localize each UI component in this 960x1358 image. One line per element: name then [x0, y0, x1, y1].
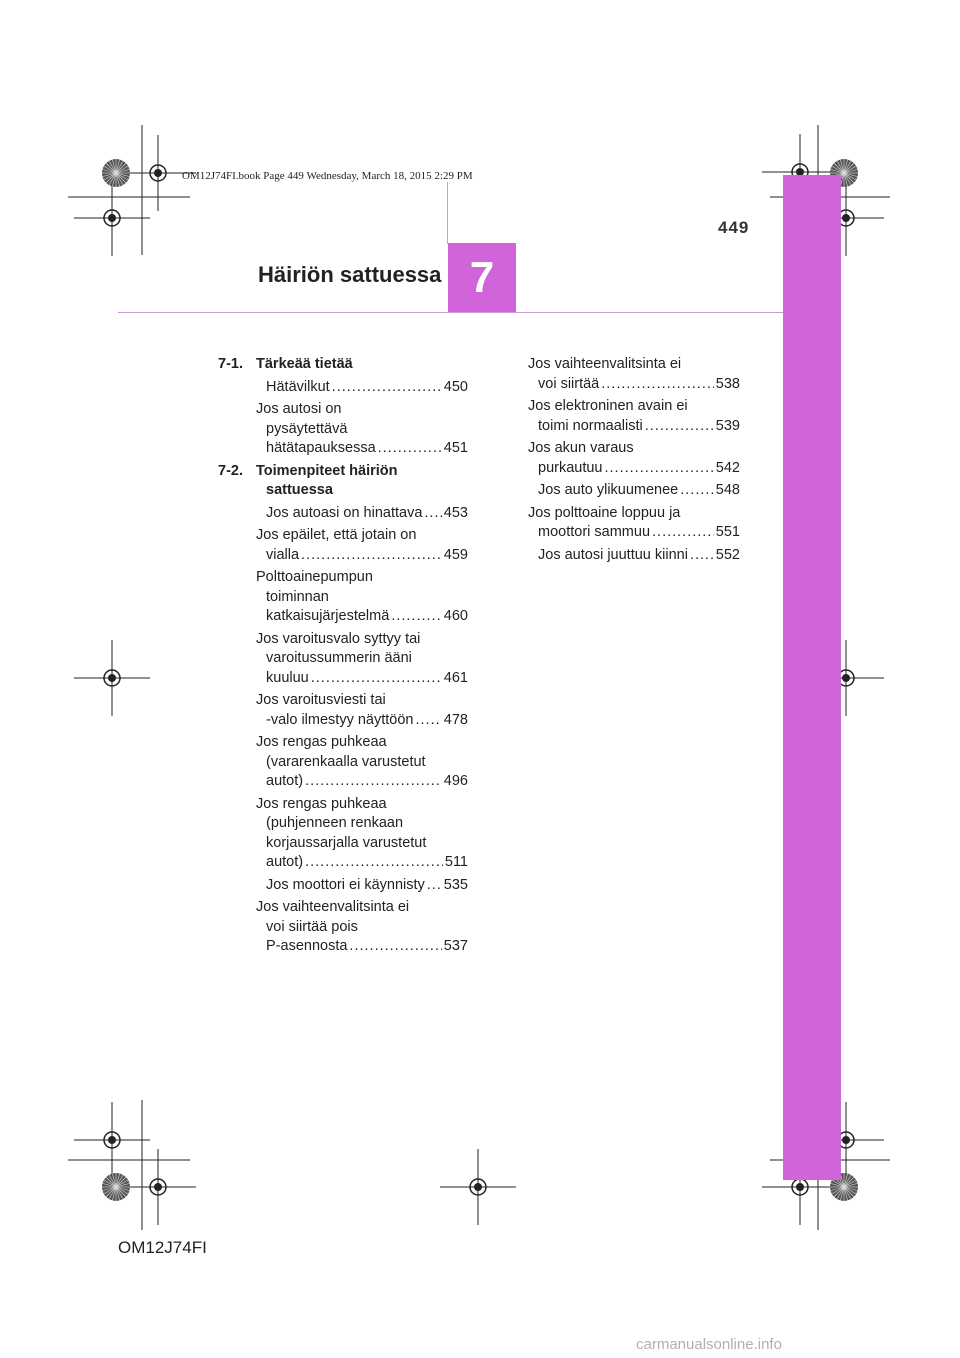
dot-leader	[690, 546, 714, 566]
chapter-side-band	[783, 175, 841, 1180]
toc-entry-line: (puhjenneen renkaan	[266, 815, 404, 831]
toc-entry-line: pysäytettävä	[266, 420, 348, 437]
toc-page-number: 542	[715, 459, 740, 476]
watermark: carmanualsonline.info	[636, 1336, 782, 1353]
toc-entry-line: voi siirtää pois	[266, 918, 358, 935]
toc-section-heading[interactable]	[218, 355, 468, 375]
toc-page-number: 450	[443, 378, 468, 395]
toc-entry-leader-line	[538, 481, 740, 501]
toc-entry[interactable]	[256, 526, 468, 565]
print-info: OM12J74FI.book Page 449 Wednesday, March 18, 2015 2:29 PM	[182, 170, 473, 182]
toc-entry-line: Jos rengas puhkeaa	[256, 734, 387, 750]
toc-page-number: 451	[443, 440, 468, 456]
toc-entry[interactable]	[528, 546, 740, 566]
toc-page-number: 496	[443, 773, 468, 789]
toc-entry-text: autot)	[266, 854, 304, 870]
toc-entry-leader-line	[538, 459, 740, 479]
dot-leader	[391, 607, 441, 627]
toc-entry-text: toimi normaalisti	[538, 417, 643, 434]
registration-target-icon	[74, 640, 150, 716]
toc-page-number: 539	[715, 417, 740, 434]
dot-leader	[311, 669, 442, 689]
dot-leader	[378, 439, 442, 459]
toc-entry-text: Jos moottori ei käynnisty	[266, 876, 425, 893]
toc-entry-line: Jos vaihteenvalitsinta ei	[256, 899, 410, 915]
dot-leader	[415, 711, 441, 731]
toc-entry-leader-line	[266, 607, 468, 627]
toc-entry-text: purkautuu	[538, 459, 603, 476]
dot-leader	[601, 375, 714, 395]
toc-entry-leader-line	[266, 378, 468, 398]
registration-target-icon	[74, 1102, 150, 1178]
toc-entry[interactable]	[528, 504, 740, 543]
chapter-number-tab	[448, 243, 516, 312]
dot-leader	[605, 459, 714, 479]
toc-entry-text: autot)	[266, 773, 304, 789]
chapter-number: 7	[469, 252, 495, 302]
toc-entry-leader-line	[266, 504, 468, 524]
section-title: Tärkeää tietää	[256, 356, 353, 372]
toc-entry-line: toiminnan	[266, 588, 329, 605]
chapter-title: Häiriön sattuessa	[258, 262, 442, 287]
toc-entry[interactable]	[256, 898, 468, 957]
toc-entry-text: -valo ilmestyy näyttöön	[266, 711, 414, 728]
section-number: 7-1.	[218, 356, 243, 372]
dot-leader	[301, 546, 442, 566]
toc-entry-line: korjaussarjalla varustetut	[266, 834, 427, 851]
toc-entry-line: Jos varoitusvalo syttyy tai	[256, 630, 421, 647]
registration-target-icon	[74, 180, 150, 256]
dot-leader	[305, 772, 442, 792]
toc-page-number: 551	[715, 524, 740, 540]
toc-entry-line: Jos rengas puhkeaa	[256, 795, 387, 812]
manual-code: OM12J74FI	[118, 1238, 207, 1257]
toc-entry-leader-line	[266, 876, 468, 896]
toc-entry[interactable]	[256, 630, 468, 689]
dot-leader	[645, 417, 714, 437]
toc-section	[218, 462, 468, 957]
toc-page-number: 552	[715, 546, 740, 563]
dot-leader	[680, 481, 714, 501]
toc-entry-line: Jos polttoaine loppuu ja	[528, 504, 681, 521]
toc-entry-leader-line	[266, 439, 468, 459]
toc-entry[interactable]	[256, 378, 468, 398]
toc-entry-leader-line	[266, 772, 468, 792]
toc-page-number: 537	[443, 938, 468, 954]
toc-entry-text: voi siirtää	[538, 375, 600, 392]
toc-page-number: 453	[443, 504, 468, 521]
toc-entry-text: Hätävilkut	[266, 378, 330, 395]
toc-entry-line: Jos akun varaus	[528, 440, 634, 456]
section-title: Toimenpiteet häiriön sattuessa	[256, 462, 398, 498]
toc-entry-leader-line	[538, 523, 740, 543]
toc-entry[interactable]	[528, 355, 740, 394]
toc-entry[interactable]	[256, 400, 468, 459]
toc-entry-leader-line	[538, 375, 740, 395]
toc-entry-leader-line	[538, 417, 740, 437]
section-number: 7-2.	[218, 462, 243, 479]
toc-entry-line: Jos elektroninen avain ei	[528, 398, 688, 414]
toc-entry-leader-line	[538, 546, 740, 566]
header-rule	[118, 312, 783, 313]
toc-column-1	[218, 355, 468, 960]
toc-entry-leader-line	[266, 711, 468, 731]
toc-entry-text: Jos auto ylikuumenee	[538, 482, 679, 498]
toc-entry[interactable]	[528, 397, 740, 436]
toc-entry[interactable]	[256, 568, 468, 627]
toc-entry-line: Jos vaihteenvalitsinta ei	[528, 356, 682, 372]
toc-entry-line: Jos varoitusviesti tai	[256, 692, 386, 708]
toc-page-number: 459	[443, 546, 468, 563]
toc-entry-line: Jos autosi on	[256, 401, 342, 417]
toc-page-number: 478	[443, 711, 468, 728]
toc-page-number: 460	[443, 608, 468, 624]
toc-entry-text: katkaisujärjestelmä	[266, 608, 390, 624]
toc-entry-line: varoitussummerin ääni	[266, 650, 412, 666]
toc-entry-text: Jos autosi juuttuu kiinni	[538, 546, 688, 563]
toc-page-number: 548	[715, 482, 740, 498]
registration-target-icon	[440, 1149, 516, 1225]
toc-entry[interactable]	[256, 504, 468, 524]
dot-leader	[424, 504, 441, 524]
toc-entry-text: vialla	[266, 546, 300, 563]
toc-entry[interactable]	[256, 691, 468, 730]
dot-leader	[349, 937, 441, 957]
toc-entry-line: Jos epäilet, että jotain on	[256, 527, 417, 543]
toc-entry-leader-line	[266, 937, 468, 957]
dot-leader	[332, 378, 442, 398]
toc-column-2	[528, 355, 740, 568]
starburst-target-icon	[102, 1173, 130, 1201]
toc-entry[interactable]	[528, 481, 740, 501]
toc-entry[interactable]	[256, 876, 468, 896]
toc-entry-text: Jos autoasi on hinattava	[266, 504, 423, 521]
starburst-target-icon	[102, 159, 130, 187]
dot-leader	[305, 853, 443, 873]
toc-entry-text: kuuluu	[266, 669, 309, 686]
toc-entry-leader-line	[266, 546, 468, 566]
toc-entry-text: hätätapauksessa	[266, 440, 376, 456]
toc-page-number: 535	[443, 876, 468, 893]
page-number: 449	[718, 218, 750, 237]
toc-entry-leader-line	[266, 853, 468, 873]
toc-page-number: 461	[443, 669, 468, 686]
toc-entry-text: moottori sammuu	[538, 524, 651, 540]
header-vertical-rule	[447, 182, 448, 244]
toc-entry[interactable]	[528, 439, 740, 478]
toc-entry[interactable]	[256, 795, 468, 873]
toc-entry-line: Polttoainepumpun	[256, 569, 373, 585]
toc-page-number: 538	[715, 375, 740, 392]
toc-entry-text: P-asennosta	[266, 938, 348, 954]
toc-entry-line: (vararenkaalla varustetut	[266, 753, 426, 770]
dot-leader	[427, 876, 442, 896]
toc-entry[interactable]	[256, 733, 468, 792]
toc-section	[218, 355, 468, 459]
toc-entry-leader-line	[266, 669, 468, 689]
toc-page-number: 511	[444, 854, 468, 870]
toc-section-heading[interactable]	[218, 462, 468, 501]
dot-leader	[652, 523, 714, 543]
